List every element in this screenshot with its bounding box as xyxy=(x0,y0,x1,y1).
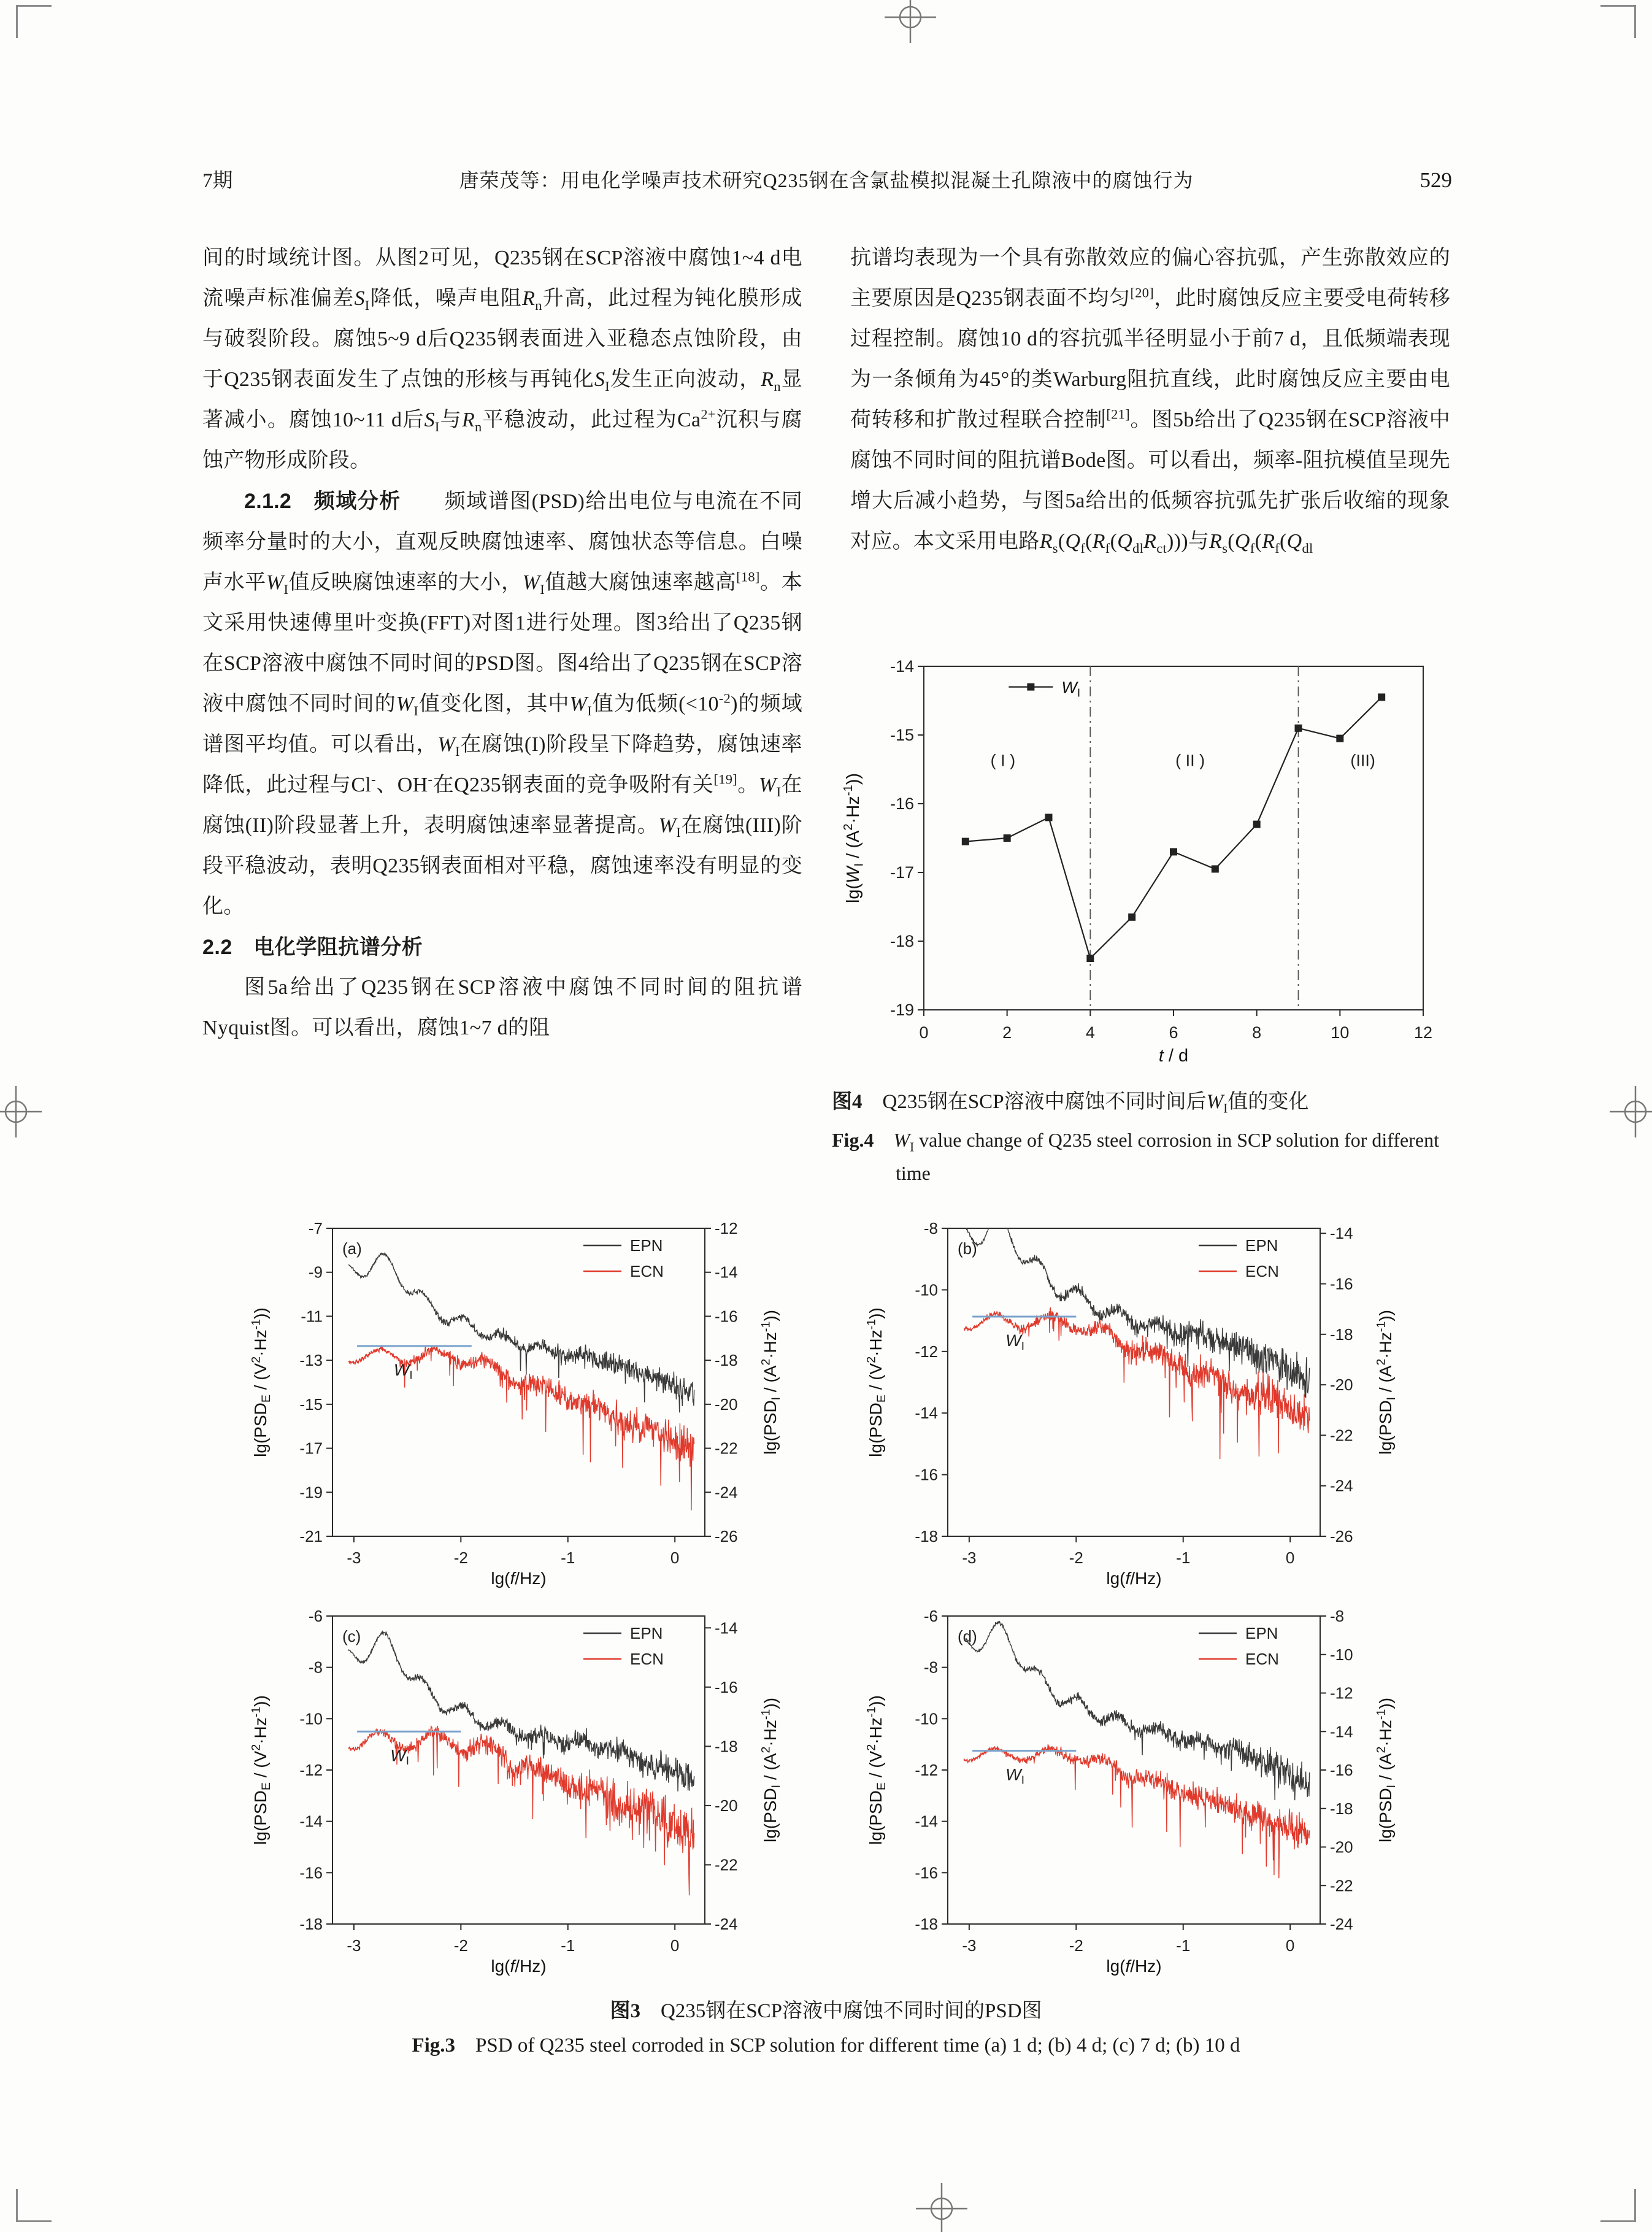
svg-text:-22: -22 xyxy=(1330,1426,1353,1445)
svg-text:lg(PSDI / (A2·Hz-1)): $\lg(PSD_I / (A^2\cdot Hz^{-1}))$ xyxy=(1374,1697,1399,1843)
section-heading-2-2: 2.2 电化学阻抗谱分析 xyxy=(202,936,423,959)
figure3-psd-chart-b xyxy=(857,1216,1411,1598)
svg-text:WI: $W_I$ xyxy=(1061,678,1081,700)
svg-text:WI: $W_I$ xyxy=(1005,1765,1024,1787)
figure3-caption-cn: 图3 Q235钢在SCP溶液中腐蚀不同时间的PSD图 xyxy=(610,2000,1042,2022)
figure3-captions xyxy=(0,1994,1652,2063)
svg-text:-18: -18 xyxy=(889,932,914,950)
svg-text:-24: -24 xyxy=(1330,1915,1353,1933)
paragraph-frequency-analysis: 2.1.2 频域分析 频域谱图(PSD)给出电位与电流在不同频率分量时的大小，直观反映腐蚀速率、腐蚀状态等信息。白噪声水平$W_I$值反映腐蚀速率的大小，$W_I$值越大腐蚀速率越高[18]。本文采用快速傅里叶变换(FFT)对图1进行处理。图3给出了Q235钢在SCP溶液中腐蚀不同时间的PSD图。图4给出了Q235钢在SCP溶液中腐蚀不同时间的$W_I$值变化图，其中$W_I$值为低频$(<10^{-2})$的频域谱图平均值。可以看出，$W_I$在腐蚀(I)阶段呈下降趋势，腐蚀速率降低，此过程与Cl-、OH-在Q235钢表面的竞争吸附有关[19]。$W_I$在腐蚀(II)阶段显著上升，表明腐蚀速率显著提高。$W_I$在腐蚀(III)阶段平稳波动，表明Q235钢表面相对平稳，腐蚀速率没有明显的变化。 xyxy=(202,490,802,918)
svg-text:8: 8 xyxy=(1252,1023,1262,1042)
svg-text:lg(f/Hz): lg(f/Hz) xyxy=(1106,1569,1162,1588)
svg-text:ECN: ECN xyxy=(1245,1650,1279,1668)
figure3-caption-en: Fig.3 PSD of Q235 steel corroded in SCP solution for different time (a) 1 d; (b) 4 d; (c) 7 d; (b) 10 d xyxy=(412,2034,1240,2057)
svg-text:-20: -20 xyxy=(1330,1376,1353,1395)
svg-text:-3: -3 xyxy=(962,1936,977,1955)
svg-text:10: 10 xyxy=(1331,1023,1350,1042)
figure4 xyxy=(832,648,1455,1190)
svg-text:0: 0 xyxy=(919,1023,929,1042)
svg-text:-14: -14 xyxy=(1330,1224,1353,1243)
svg-text:EPN: EPN xyxy=(630,1624,663,1642)
svg-text:-18: -18 xyxy=(1330,1325,1353,1344)
svg-text:(b): (b) xyxy=(958,1239,977,1258)
svg-text:WI: $W_I$ xyxy=(393,1360,413,1382)
svg-text:(a): (a) xyxy=(342,1239,362,1258)
svg-text:-3: -3 xyxy=(962,1549,977,1567)
svg-text:ECN: ECN xyxy=(1245,1262,1279,1280)
svg-text:lg(f/Hz): lg(f/Hz) xyxy=(491,1569,547,1588)
svg-text:-10: -10 xyxy=(915,1709,938,1728)
svg-text:-14: -14 xyxy=(915,1404,938,1423)
svg-text:-19: -19 xyxy=(299,1483,323,1502)
svg-text:-14: -14 xyxy=(715,1618,738,1637)
svg-text:-19: -19 xyxy=(889,1001,914,1019)
svg-text:-8: -8 xyxy=(923,1658,938,1677)
svg-text:-10: -10 xyxy=(915,1280,938,1299)
figure3-grid xyxy=(242,1216,1411,1985)
svg-text:-9: -9 xyxy=(308,1263,323,1282)
svg-text:-16: -16 xyxy=(915,1863,938,1882)
svg-text:-24: -24 xyxy=(715,1915,738,1933)
svg-text:-15: -15 xyxy=(889,726,914,744)
svg-text:-16: -16 xyxy=(715,1677,738,1696)
svg-text:lg(f/Hz): lg(f/Hz) xyxy=(1106,1957,1162,1976)
svg-text:-6: -6 xyxy=(308,1607,323,1625)
svg-text:lg(PSDE / (V2·Hz-1)): $\lg(PSD_E / (V^2\cdot Hz^{-1}))$ xyxy=(249,1695,274,1845)
svg-text:lg(f/Hz): lg(f/Hz) xyxy=(491,1957,547,1976)
left-column xyxy=(202,238,802,1049)
svg-text:ECN: ECN xyxy=(630,1650,664,1668)
svg-text:-16: -16 xyxy=(889,795,914,813)
svg-text:EPN: EPN xyxy=(1245,1236,1278,1255)
svg-text:( II ): ( II ) xyxy=(1175,751,1205,770)
svg-text:-18: -18 xyxy=(715,1737,738,1756)
svg-text:-3: -3 xyxy=(347,1936,361,1955)
svg-text:-26: -26 xyxy=(715,1527,738,1545)
svg-text:-21: -21 xyxy=(299,1527,323,1545)
svg-text:lg(PSDI / (A2·Hz-1)): $\lg(PSD_I / (A^2\cdot Hz^{-1}))$ xyxy=(759,1309,783,1455)
svg-text:lg(PSDI / (A2·Hz-1)): $\lg(PSD_I / (A^2\cdot Hz^{-1}))$ xyxy=(759,1697,783,1843)
svg-text:lg(WI / (A2·Hz-1)): $\lg(W_I / (A^2\cdot Hz^{-1}))$ xyxy=(842,772,866,904)
svg-text:-18: -18 xyxy=(715,1351,738,1370)
svg-text:-12: -12 xyxy=(915,1761,938,1779)
svg-text:-14: -14 xyxy=(715,1263,738,1282)
svg-text:WI: $W_I$ xyxy=(390,1746,409,1768)
issue-number: 7期 xyxy=(202,170,233,192)
svg-text:-1: -1 xyxy=(561,1549,575,1567)
registration-mark-icon xyxy=(885,0,936,43)
svg-text:-16: -16 xyxy=(299,1863,323,1882)
svg-text:WI: $W_I$ xyxy=(1005,1331,1024,1353)
page-header xyxy=(202,164,1452,193)
svg-text:-14: -14 xyxy=(889,657,914,675)
crop-mark-icon xyxy=(16,5,52,38)
svg-text:-20: -20 xyxy=(715,1796,738,1815)
svg-text:-22: -22 xyxy=(715,1855,738,1874)
svg-text:-2: -2 xyxy=(1069,1549,1083,1567)
svg-text:-8: -8 xyxy=(923,1219,938,1237)
svg-text:-18: -18 xyxy=(915,1915,938,1933)
svg-text:-18: -18 xyxy=(1330,1799,1353,1818)
svg-text:-1: -1 xyxy=(1176,1936,1191,1955)
svg-text:-17: -17 xyxy=(889,863,914,882)
running-title: 唐荣茂等：用电化学噪声技术研究Q235钢在含氯盐模拟混凝土孔隙液中的腐蚀行为 xyxy=(459,169,1194,191)
svg-text:-14: -14 xyxy=(915,1812,938,1831)
svg-text:-12: -12 xyxy=(1330,1684,1353,1703)
svg-text:ECN: ECN xyxy=(630,1262,664,1280)
svg-text:lg(PSDI / (A2·Hz-1)): $\lg(PSD_I / (A^2\cdot Hz^{-1}))$ xyxy=(1374,1309,1399,1455)
svg-text:-1: -1 xyxy=(561,1936,575,1955)
svg-text:-16: -16 xyxy=(1330,1274,1353,1293)
paragraph-time-domain: 间的时域统计图。从图2可见，Q235钢在SCP溶液中腐蚀1~4 d电流噪声标准偏差$S_I$降低，噪声电阻$R_n$升高，此过程为钝化膜形成与破裂阶段。腐蚀5~9 d后Q235钢表面进入亚稳态点蚀阶段，由于Q235钢表面发生了点蚀的形核与再钝化$S_I$发生正向波动，$R_n$显著减小。腐蚀10~11 d后$S_I$与$R_n$平稳波动，此过程为$Ca^{2+}$沉积与腐蚀产物形成阶段。 xyxy=(202,247,802,472)
svg-text:lg(PSDE / (V2·Hz-1)): $\lg(PSD_E / (V^2\cdot Hz^{-1}))$ xyxy=(864,1695,889,1845)
registration-mark-icon xyxy=(0,1086,42,1137)
crop-mark-icon xyxy=(1600,5,1636,38)
svg-text:2: 2 xyxy=(1002,1023,1012,1042)
registration-mark-icon xyxy=(916,2183,967,2232)
svg-text:t / d: t / d xyxy=(1158,1046,1189,1066)
svg-text:-3: -3 xyxy=(347,1549,361,1567)
svg-text:-20: -20 xyxy=(715,1395,738,1414)
svg-text:-22: -22 xyxy=(715,1439,738,1458)
svg-text:(c): (c) xyxy=(342,1627,361,1645)
figure4-caption-en: Fig.4 $W_I$ value change of Q235 steel corrosion in SCP solution for different time xyxy=(832,1129,1439,1184)
crop-mark-icon xyxy=(1600,2189,1636,2222)
svg-text:EPN: EPN xyxy=(1245,1624,1278,1642)
svg-text:-22: -22 xyxy=(1330,1876,1353,1895)
svg-text:-8: -8 xyxy=(1330,1607,1345,1625)
svg-text:-10: -10 xyxy=(1330,1645,1353,1664)
svg-text:-24: -24 xyxy=(1330,1476,1353,1495)
svg-text:-17: -17 xyxy=(299,1439,323,1458)
svg-text:EPN: EPN xyxy=(630,1236,663,1255)
figure3-psd-chart-c xyxy=(242,1604,796,1985)
svg-text:-12: -12 xyxy=(715,1219,738,1237)
svg-text:4: 4 xyxy=(1085,1023,1095,1042)
svg-text:(d): (d) xyxy=(958,1627,977,1645)
figure3-psd-chart-a xyxy=(242,1216,796,1598)
svg-text:-16: -16 xyxy=(915,1465,938,1484)
svg-text:0: 0 xyxy=(670,1549,680,1567)
svg-text:-16: -16 xyxy=(1330,1761,1353,1779)
svg-text:-2: -2 xyxy=(1069,1936,1083,1955)
svg-text:lg(PSDE / (V2·Hz-1)): $\lg(PSD_E / (V^2\cdot Hz^{-1}))$ xyxy=(249,1307,274,1457)
svg-text:-8: -8 xyxy=(308,1658,323,1677)
paragraph-impedance: 抗谱均表现为一个具有弥散效应的偏心容抗弧，产生弥散效应的主要原因是Q235钢表面不均匀[20]，此时腐蚀反应主要受电荷转移过程控制。腐蚀10 d的容抗弧半径明显小于前7 d，且低频端表现为一条倾角为45°的类Warburg阻抗直线，此时腐蚀反应主要由电荷转移和扩散过程联合控制[21]。图5b给出了Q235钢在SCP溶液中腐蚀不同时间的阻抗谱Bode图。可以看出，频率-阻抗模值呈现先增大后减小趋势，与图5a给出的低频容抗弧先扩张后收缩的现象对应。本文采用电路$R_s(Q_f(R_f(Q_{dl}R_{ct})))$与$R_s(Q_f(R_f(Q_{dl}$ xyxy=(850,247,1450,556)
crop-mark-icon xyxy=(16,2189,52,2222)
svg-text:-1: -1 xyxy=(1176,1549,1191,1567)
svg-text:0: 0 xyxy=(670,1936,680,1955)
svg-text:-20: -20 xyxy=(1330,1838,1353,1857)
svg-text:-13: -13 xyxy=(299,1351,323,1370)
svg-text:lg(PSDE / (V2·Hz-1)): $\lg(PSD_E / (V^2\cdot Hz^{-1}))$ xyxy=(864,1307,889,1457)
figure4-line-chart xyxy=(832,648,1445,1077)
svg-text:-14: -14 xyxy=(1330,1722,1353,1741)
svg-text:-10: -10 xyxy=(299,1709,323,1728)
svg-text:-16: -16 xyxy=(715,1307,738,1326)
svg-text:-26: -26 xyxy=(1330,1527,1353,1545)
svg-text:-18: -18 xyxy=(915,1527,938,1545)
svg-text:-2: -2 xyxy=(453,1549,468,1567)
svg-text:-12: -12 xyxy=(915,1342,938,1361)
svg-text:6: 6 xyxy=(1169,1023,1178,1042)
svg-text:-18: -18 xyxy=(299,1915,323,1933)
svg-text:-15: -15 xyxy=(299,1395,323,1414)
page-number: 529 xyxy=(1420,168,1452,192)
svg-text:-24: -24 xyxy=(715,1483,738,1502)
right-column xyxy=(850,238,1450,562)
svg-text:-14: -14 xyxy=(299,1812,323,1831)
svg-text:12: 12 xyxy=(1413,1023,1433,1042)
svg-text:( I ): ( I ) xyxy=(990,751,1016,770)
svg-text:-11: -11 xyxy=(301,1307,323,1326)
figure4-caption-cn: 图4 Q235钢在SCP溶液中腐蚀不同时间后$W_I$值的变化 xyxy=(832,1091,1309,1116)
svg-text:0: 0 xyxy=(1285,1936,1295,1955)
registration-mark-icon xyxy=(1610,1086,1652,1137)
svg-text:0: 0 xyxy=(1285,1549,1295,1567)
figure3-psd-chart-d xyxy=(857,1604,1411,1985)
svg-text:-7: -7 xyxy=(308,1219,323,1237)
svg-text:-12: -12 xyxy=(299,1761,323,1779)
paragraph-eis-intro: 图5a给出了Q235钢在SCP溶液中腐蚀不同时间的阻抗谱Nyquist图。可以看出，腐蚀1~7 d的阻 xyxy=(202,976,802,1039)
svg-text:-2: -2 xyxy=(453,1936,468,1955)
svg-text:-6: -6 xyxy=(923,1607,938,1625)
svg-text:(III): (III) xyxy=(1350,751,1375,770)
